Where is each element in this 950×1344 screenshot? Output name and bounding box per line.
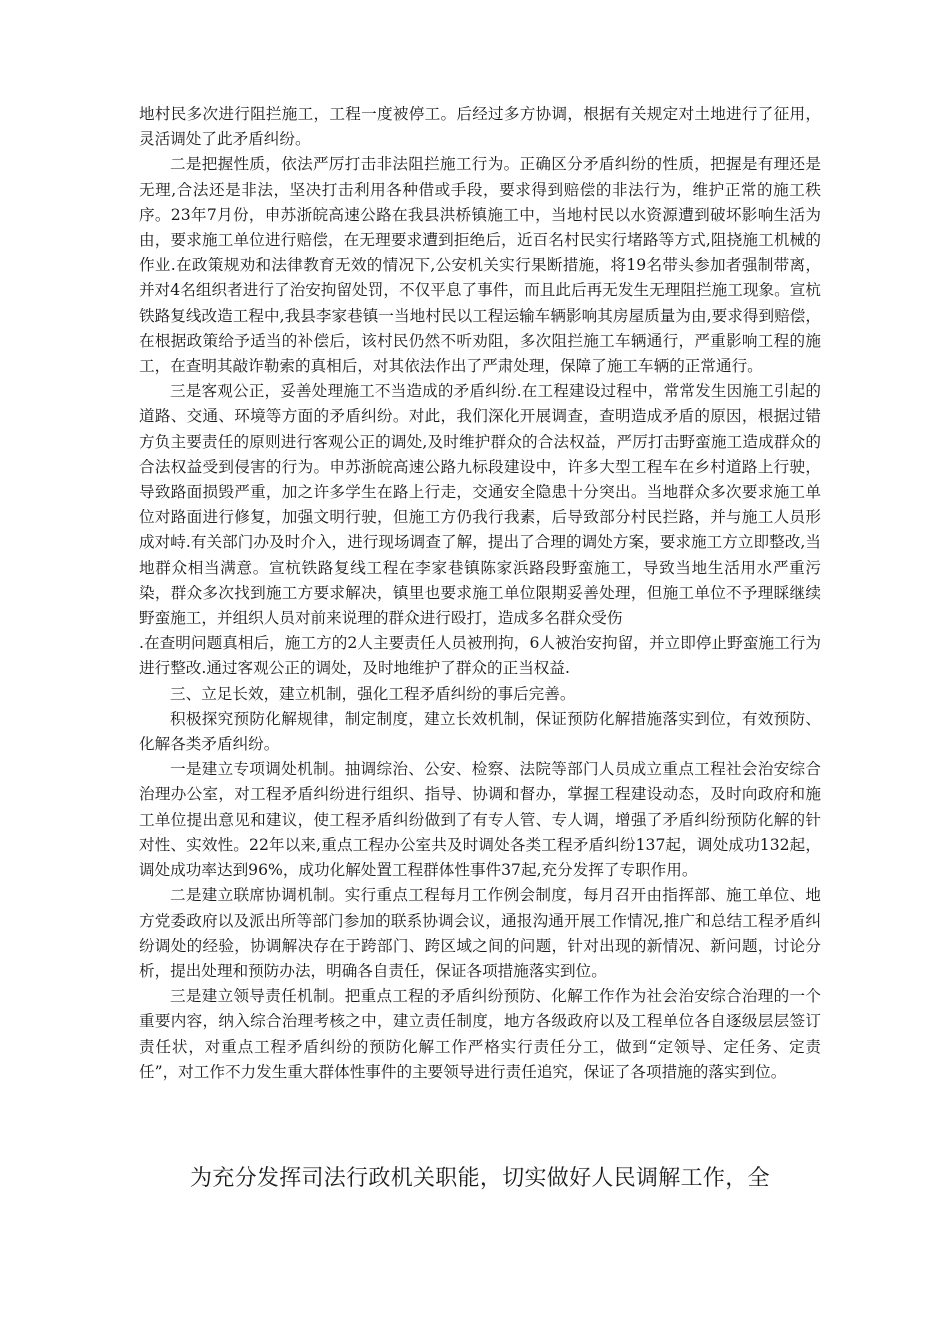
paragraph-continuation: 地村民多次进行阻拦施工，工程一度被停工。后经过多方协调，根据有关规定对土地进行了征用，灵活调处了此矛盾纠纷。: [139, 105, 821, 149]
document-body: [139, 102, 821, 1085]
paragraph-joint-coordination: 二是建立联席协调机制。实行重点工程每月工作例会制度，每月召开由指挥部、施工单位、地方党委政府以及派出所等部门参加的联系协调会议，通报沟通开展工作情况,推广和总结工程矛盾纠纷调处的经验，协调解决存在于跨部门、跨区域之间的问题，针对出现的新情况、新问题，讨论分析，提出处理和预防办法，明确各自责任，保证各项措施落实到位。: [139, 886, 821, 980]
paragraph-investigation-result: .在查明问题真相后，施工方的2人主要责任人员被刑拘，6人被治安拘留，并立即停止野蛮施工行为进行整改.通过客观公正的调处，及时地维护了群众的正当权益.: [139, 634, 821, 678]
paragraph-prevention-rules: 积极探究预防化解规律，制定制度，建立长效机制，保证预防化解措施落实到位，有效预防、化解各类矛盾纠纷。: [139, 709, 821, 754]
paragraph-legal-crackdown: 二是把握性质，依法严厉打击非法阻拦施工行为。正确区分矛盾纠纷的性质，把握是有理还是无理,合法还是非法，坚决打击利用各种借或手段，要求得到赔偿的非法行为，维护正常的施工秩序。23年7月份，申苏浙皖高速公路在我县洪桥镇施工中，当地村民以水资源遭到破坏影响生活为由，要求施工单位进行赔偿，在无理要求遭到拒绝后，近百名村民实行堵路等方式,阻挠施工机械的作业.在政策规劝和法律教育无效的情况下,公安机关实行果断措施，将19名带头参加者强制带离，并对4名组织者进行了治安拘留处罚，不仅平息了事件，而且此后再无发生无理阻拦施工现象。宣杭铁路复线改造工程中,我县李家巷镇一当地村民以工程运输车辆影响其房屋质量为由,要求得到赔偿，在根据政策给予适当的补偿后，该村民仍然不听劝阻，多次阻拦施工车辆通行，严重影响工程的施工，在查明其敲诈勒索的真相后，对其依法作出了严肃处理，保障了施工车辆的正常通行。: [139, 155, 821, 376]
section-heading-long-term: 三、立足长效，建立机制，强化工程矛盾纠纷的事后完善。: [170, 684, 576, 703]
closing-large-text: 为充分发挥司法行政机关职能，切实做好人民调解工作，全: [190, 1166, 770, 1191]
paragraph-leadership-responsibility: 三是建立领导责任机制。把重点工程的矛盾纠纷预防、化解工作作为社会治安综合治理的一个重要内容，纳入综合治理考核之中，建立责任制度，地方各级政府以及工程单位各自逐级层层签订责任状，对重点工程矛盾纠纷的预防化解工作严格实行责任分工，做到“定领导、定任务、定责任”，对工作不力发生重大群体性事件的主要领导进行责任追究，保证了各项措施的落实到位。: [139, 987, 821, 1081]
paragraph-special-mediation: 一是建立专项调处机制。抽调综治、公安、检察、法院等部门人员成立重点工程社会治安综合治理办公室，对工程矛盾纠纷进行组织、指导、协调和督办，掌握工程建设动态，及时向政府和施工单位提出意见和建议，使工程矛盾纠纷做到了有专人管、专人调，增强了矛盾纠纷预防化解的针对性、实效性。22年以来,重点工程办公室共及时调处各类工程矛盾纠纷137起，调处成功132起，调处成功率达到96%，成功化解处置工程群体性事件37起,充分发挥了专职作用。: [139, 760, 821, 880]
paragraph-fair-handling: 三是客观公正，妥善处理施工不当造成的矛盾纠纷.在工程建设过程中，常常发生因施工引起的道路、交通、环境等方面的矛盾纠纷。对此，我们深化开展调查，查明造成矛盾的原因，根据过错方负主要责任的原则进行客观公正的调处,及时维护群众的合法权益，严厉打击野蛮施工造成群众的合法权益受到侵害的行为。申苏浙皖高速公路九标段建设中，许多大型工程车在乡村道路上行驶，导致路面损毁严重，加之许多学生在路上行走，交通安全隐患十分突出。当地群众多次要求施工单位对路面进行修复，加强文明行驶，但施工方仍我行我素，后导致部分村民拦路，并与施工人员形成对峙.有关部门办及时介入，进行现场调查了解，提出了合理的调处方案，要求施工方立即整改,当地群众相当满意。宣杭铁路复线工程在李家巷镇陈家浜路段野蛮施工，导致当地生活用水严重污染，群众多次找到施工方要求解决，镇里也要求施工单位限期妥善处理，但施工单位不予理睬继续野蛮施工，并组织人员对前来说理的群众进行殴打，造成多名群众受伤: [139, 382, 821, 628]
